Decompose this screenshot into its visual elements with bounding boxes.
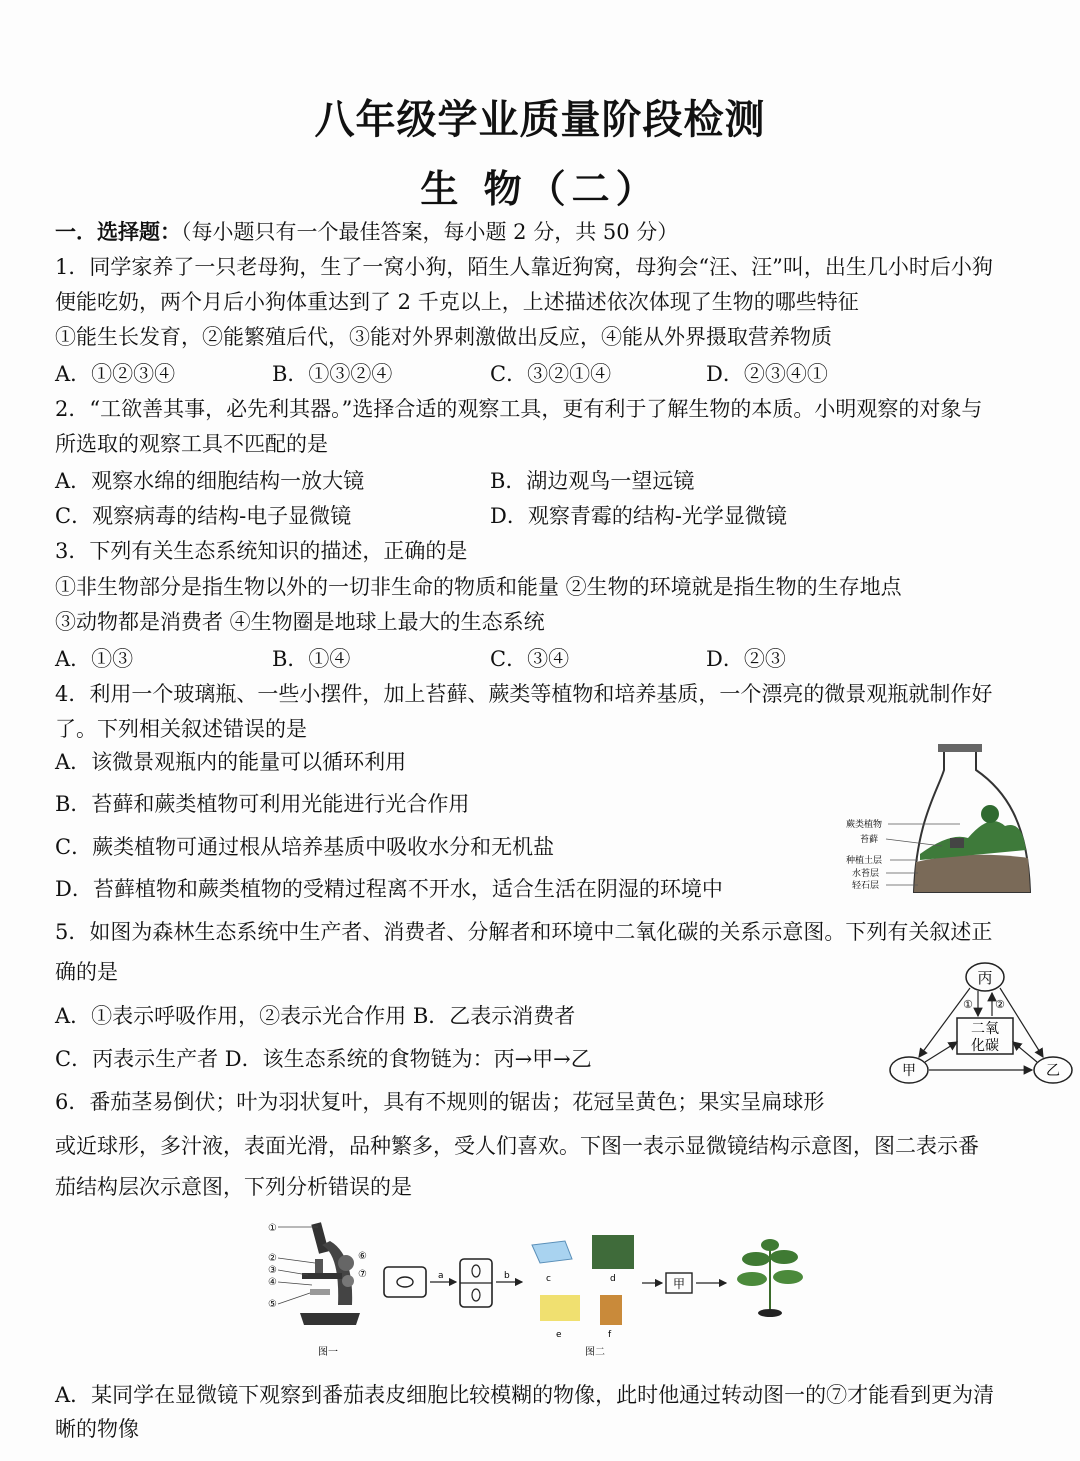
q5-option-cd: C．丙表示生产者 D．该生态系统的食物链为：丙→甲→乙 bbox=[55, 1047, 592, 1071]
microscope-and-structure-figure bbox=[260, 1215, 820, 1365]
exam-title: 八年级学业质量阶段检测 bbox=[314, 97, 766, 143]
label-water-moss: 水苔层 bbox=[852, 869, 880, 879]
q1-stem-line2: 便能吃奶，两个月后小狗体重达到了 2 千克以上，上述描述依次体现了生物的哪些特征 bbox=[55, 290, 859, 314]
node-yi-label: 乙 bbox=[1046, 1063, 1060, 1079]
fern-plants bbox=[920, 821, 1026, 860]
exam-subtitle: 生 物（二） bbox=[420, 167, 660, 211]
tissue-d-icon bbox=[592, 1235, 634, 1269]
section-heading: 一．选择题： bbox=[55, 219, 181, 244]
q5-stem-line1: 5．如图为森林生态系统中生产者、消费者、分解者和环境中二氧化碳的关系示意图。下列有关叙述正 bbox=[55, 920, 993, 944]
label-num-6: ⑥ bbox=[358, 1251, 367, 1262]
q2-option-d: D．观察青霉的结构-光学显微镜 bbox=[490, 504, 787, 528]
fig1-caption: 图一 bbox=[318, 1347, 338, 1358]
q3-stem-line2: ①非生物部分是指生物以外的一切非生命的物质和能量 ②生物的环境就是指生物的生存地点 bbox=[55, 575, 902, 599]
label-num-2: ② bbox=[268, 1253, 277, 1264]
tissue-c-icon bbox=[532, 1241, 572, 1263]
label-num-4: ④ bbox=[268, 1277, 277, 1288]
section-note: （每小题只有一个最佳答案，每小题 2 分，共 50 分） bbox=[181, 220, 679, 244]
arrow-1-label: ① bbox=[963, 998, 973, 1011]
q4-option-d: D．苔藓植物和蕨类植物的受精过程离不开水，适合生活在阴湿的环境中 bbox=[55, 877, 723, 901]
q4-stem-line1: 4．利用一个玻璃瓶、一些小摆件，加上苔藓、蕨类等植物和培养基质，一个漂亮的微景观瓶就制作好 bbox=[55, 682, 993, 706]
terrarium-figure bbox=[840, 742, 1040, 904]
tissue-f-icon bbox=[600, 1295, 622, 1325]
label-num-7: ⑦ bbox=[358, 1269, 367, 1280]
q2-option-c: C．观察病毒的结构-电子显微镜 bbox=[55, 504, 352, 528]
q3-option-d: D．②③ bbox=[706, 647, 786, 671]
q5-stem-line2: 确的是 bbox=[55, 960, 118, 984]
q1-option-d: D．②③④① bbox=[706, 362, 828, 386]
q3-stem-line3: ③动物都是消费者 ④生物圈是地球上最大的生态系统 bbox=[55, 610, 545, 634]
arrow-bing-jia bbox=[919, 988, 970, 1057]
q2-stem-line2: 所选取的观察工具不匹配的是 bbox=[55, 432, 328, 456]
node-jia-label: 甲 bbox=[902, 1063, 916, 1079]
ornament bbox=[950, 838, 964, 848]
q1-option-c: C．③②①④ bbox=[490, 362, 612, 386]
tissue-e-icon bbox=[540, 1295, 580, 1321]
label-soil: 种植土层 bbox=[846, 856, 883, 866]
q2-option-b: B．湖边观鸟一望远镜 bbox=[490, 469, 695, 493]
q1-option-a: A．①②③④ bbox=[55, 362, 176, 386]
arrow-bing-yi bbox=[1000, 988, 1043, 1057]
q4-option-b: B．苔藓和蕨类植物可利用光能进行光合作用 bbox=[55, 792, 470, 816]
node-bing-label: 丙 bbox=[977, 969, 993, 987]
q1-option-b: B．①③②④ bbox=[272, 362, 393, 386]
q6-option-a-line1: A．某同学在显微镜下观察到番茄表皮细胞比较模糊的物像，此时他通过转动图一的⑦才能看到更为清 bbox=[55, 1383, 995, 1407]
arrow-jia-co2 bbox=[925, 1042, 957, 1062]
label-a: a bbox=[438, 1271, 444, 1281]
q6-stem-line1: 6．番茄茎易倒伏；叶为羽状复叶，具有不规则的锯齿；花冠呈黄色；果实呈扁球形 bbox=[55, 1090, 825, 1114]
label-b: b bbox=[504, 1271, 510, 1281]
organ-jia-label: 甲 bbox=[672, 1277, 686, 1291]
arrow-2-label: ② bbox=[995, 998, 1005, 1011]
q3-option-c: C．③④ bbox=[490, 647, 570, 671]
cell-icon bbox=[384, 1267, 426, 1297]
q4-option-a: A．该微景观瓶内的能量可以循环利用 bbox=[55, 750, 407, 774]
label-f: f bbox=[608, 1330, 612, 1340]
tomato-plant-icon bbox=[737, 1239, 803, 1317]
carbon-cycle-diagram bbox=[885, 958, 1075, 1088]
q4-stem-line2: 了。下列相关叙述错误的是 bbox=[55, 717, 307, 741]
q1-stem-line3: ①能生长发育，②能繁殖后代，③能对外界刺激做出反应，④能从外界摄取营养物质 bbox=[55, 325, 832, 349]
moss-clump bbox=[981, 805, 999, 823]
label-num-3: ③ bbox=[268, 1265, 277, 1276]
jar-lid bbox=[938, 744, 982, 752]
label-d: d bbox=[610, 1274, 616, 1284]
q2-stem-line1: 2．“工欲善其事，必先利其器。”选择合适的观察工具，更有利于了解生物的本质。小明观察的对象与 bbox=[55, 397, 983, 421]
q6-option-a-line2: 晰的物像 bbox=[55, 1417, 139, 1441]
label-num-1: ① bbox=[268, 1223, 277, 1234]
label-num-5: ⑤ bbox=[268, 1299, 277, 1310]
q3-option-b: B．①④ bbox=[272, 647, 351, 671]
soil-layer bbox=[914, 855, 1030, 892]
q6-stem-line2: 或近球形，多汁液，表面光滑，品种繁多，受人们喜欢。下图一表示显微镜结构示意图，图二表示番 bbox=[55, 1134, 979, 1158]
q1-stem-line1: 1．同学家养了一只老母狗，生了一窝小狗，陌生人靠近狗窝，母狗会“汪、汪”叫，出生几小时后小狗 bbox=[55, 255, 993, 279]
q3-option-a: A．①③ bbox=[55, 647, 134, 671]
label-e: e bbox=[556, 1330, 562, 1340]
node-co2-line1: 二氧 bbox=[971, 1021, 999, 1037]
label-c: c bbox=[546, 1274, 551, 1284]
q6-stem-line3: 茄结构层次示意图，下列分析错误的是 bbox=[55, 1175, 412, 1199]
q4-option-c: C．蕨类植物可通过根从培养基质中吸收水分和无机盐 bbox=[55, 835, 555, 859]
microscope-icon bbox=[300, 1222, 360, 1325]
q3-stem-line1: 3．下列有关生态系统知识的描述，正确的是 bbox=[55, 539, 468, 563]
arrow-yi-co2 bbox=[1013, 1042, 1037, 1062]
section-heading-line bbox=[55, 218, 678, 246]
q5-option-ab: A．①表示呼吸作用，②表示光合作用 B．乙表示消费者 bbox=[55, 1004, 576, 1028]
label-moss: 苔藓 bbox=[860, 835, 879, 845]
label-fern: 蕨类植物 bbox=[846, 820, 883, 830]
node-co2-line2: 化碳 bbox=[971, 1038, 999, 1054]
label-pumice: 轻石层 bbox=[852, 881, 880, 891]
q2-option-a: A．观察水绵的细胞结构一放大镜 bbox=[55, 469, 365, 493]
fig2-caption: 图二 bbox=[585, 1347, 605, 1358]
